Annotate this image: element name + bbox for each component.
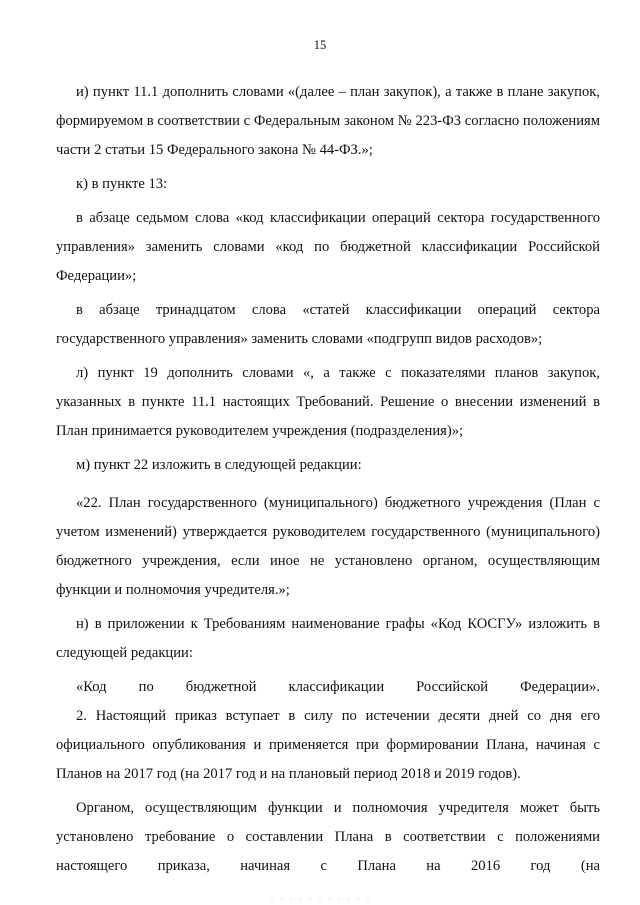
- paragraph-kod-column: «Код по бюджетной классификации Российской Федерации».: [76, 679, 600, 695]
- paragraph-founder-body: Органом, осуществляющим функции и полномочия учредителя может быть установлено требование о составлении Плана в соответствии с положениями настоящего приказа, начиная с Плана на 2016 год (на: [56, 800, 600, 874]
- document-body: [56, 78, 600, 881]
- paragraph-quote-22: «22. План государственного (муниципального) бюджетного учреждения (План с учетом изменений) утверждается руководителем государственного (муниципального) бюджетного учреждения, если иное не установлено органом, осуществляющим функции и полномочия учредителя.»;: [56, 495, 600, 598]
- paragraph-item-i: и) пункт 11.1 дополнить словами «(далее – план закупок), а также в плане закупок, формируемом в соответствии с Федеральным законом № 223-ФЗ согласно положениям части 2 статьи 15 Федерального закона № 44-ФЗ.»;: [56, 84, 600, 158]
- paragraph-abzac-7: в абзаце седьмом слова «код классификации операций сектора государственного управления» заменить словами «код по бюджетной классификации Российской Федерации»;: [56, 210, 600, 284]
- paragraph-item-n: н) в приложении к Требованиям наименование графы «Код КОСГУ» изложить в следующей редакции:: [56, 616, 600, 661]
- paragraph-abzac-13: в абзаце тринадцатом слова «статей классификации операций сектора государственного управления» заменить словами «подгрупп видов расходов»;: [56, 302, 600, 347]
- paragraph-item-k: к) в пункте 13:: [76, 176, 168, 192]
- scan-edge-marks: · · · · · · · · · · ·: [269, 895, 371, 904]
- paragraph-item-m: м) пункт 22 изложить в следующей редакции:: [76, 457, 362, 473]
- paragraph-item-l: л) пункт 19 дополнить словами «, а также с показателями планов закупок, указанных в пункте 11.1 настоящих Требований. Решение о внесении изменений в План принимается руководителем учреждения (подразделения)»;: [56, 365, 600, 439]
- page-number: 15: [313, 38, 327, 52]
- paragraph-section-2: 2. Настоящий приказ вступает в силу по истечении десяти дней со дня его официального опубликования и применяется при формировании Плана, начиная с Планов на 2017 год (на 2017 год и на плановый период 2018 и 2019 годов).: [56, 708, 600, 782]
